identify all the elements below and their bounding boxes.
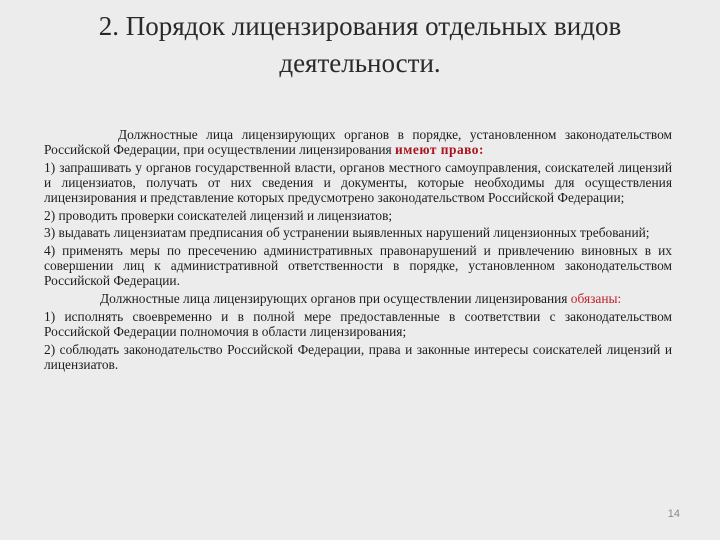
duties-intro-paragraph [44,292,672,307]
rights-item-4: 4) применять меры по пресечению административных правонарушений и привлечению виновных в их совершении лиц к административной ответственности в порядке, установленном законодательством Российской Федерации. [44,243,672,289]
duties-item-1: 1) исполнять своевременно и в полной мере предоставленные в соответствии с законодательством Российской Федерации полномочия в области лицензирования; [44,308,672,339]
slide-title: 2. Порядок лицензирования отдельных видов деятельности. [98,11,622,78]
page-number: 14 [667,508,680,520]
rights-intro-paragraph [44,128,672,158]
rights-intro-text: Должностные лица лицензирующих органов в порядке, установленном законодательством Российской Федерации, при осуществлении лицензирования [44,127,672,157]
duties-item-2: 2) соблюдать законодательство Российской Федерации, права и законные интересы соискателей лицензий и лицензиатов. [44,341,672,372]
slide-body [44,128,672,376]
rights-item-3: 3) выдавать лицензиатам предписания об устранении выявленных нарушений лицензионных требований; [44,225,650,241]
rights-item-1: 1) запрашивать у органов государственной власти, органов местного самоуправления, соискателей лицензий и лицензиатов, получать от них сведения и документы, которые необходимы для осуществления лицензирования и представление которых предусмотрено законодательством Российской Федерации; [44,159,672,205]
duties-intro-text: Должностные лица лицензирующих органов при осуществлении лицензирования [100,291,571,307]
rights-item-2: 2) проводить проверки соискателей лицензий и лицензиатов; [44,207,393,223]
duties-heading: обязаны: [570,291,622,307]
rights-heading: имеют право: [395,141,484,157]
